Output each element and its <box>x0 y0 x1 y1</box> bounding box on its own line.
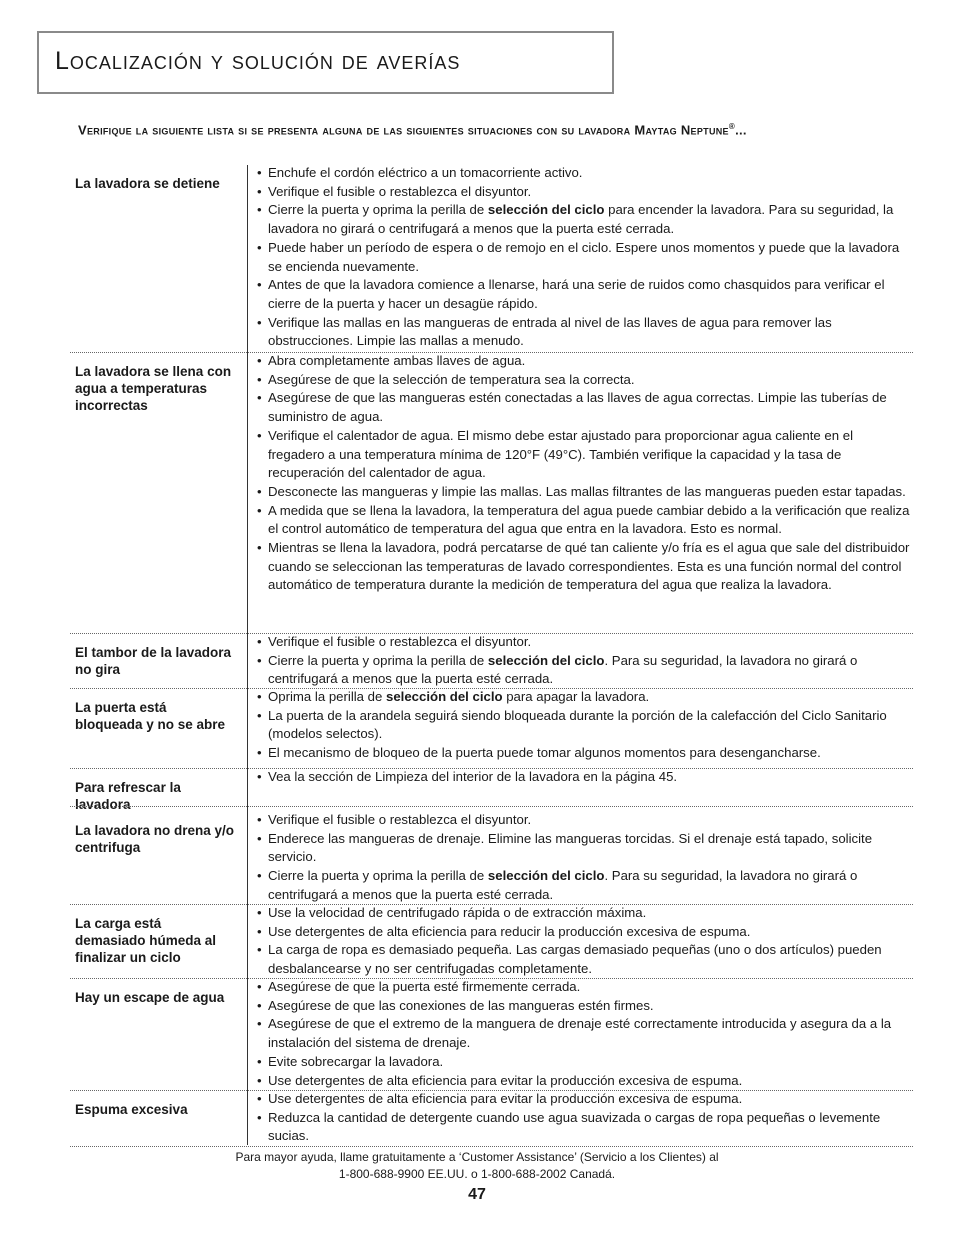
row-divider <box>70 978 913 979</box>
row-divider <box>70 904 913 905</box>
list-item <box>257 389 912 426</box>
list-item <box>257 652 912 689</box>
row-divider <box>70 1090 913 1091</box>
list-item <box>257 744 912 763</box>
item-text: La puerta de la arandela seguirá siendo bloqueada durante la porción de la calefacción del Ciclo Sanitario (modelos selectos). <box>268 707 887 742</box>
list-item <box>257 830 912 867</box>
list-item <box>257 1053 912 1072</box>
list-item <box>257 811 912 830</box>
problem-label: Para refrescar la lavadora <box>75 780 181 812</box>
intro-heading <box>78 117 888 140</box>
item-text: Enderece las mangueras de drenaje. Elimine las mangueras torcidas. Si el drenaje está tapado, solicite servicio. <box>268 830 873 865</box>
solution-list <box>257 164 912 351</box>
footer-line-2: 1-800-688-9900 EE.UU. o 1-800-688-2002 Canadá. <box>338 1167 616 1181</box>
problem-label: El tambor de la lavadora no gira <box>75 645 232 677</box>
item-text: Verifique el fusible o restablezca el disyuntor. <box>268 634 532 649</box>
item-text: Puede haber un período de espera o de remojo en el ciclo. Espere unos momentos y puede que la lavadora se encienda nuevamente. <box>268 239 900 274</box>
intro-ellipsis: ... <box>735 122 747 138</box>
item-text: para apagar la lavadora. <box>502 689 650 704</box>
list-item <box>257 539 912 595</box>
page-title: Localización y solución de averías <box>55 47 461 75</box>
list-item <box>257 1015 912 1052</box>
item-text: Asegúrese de que el extremo de la manguera de drenaje esté correctamente introducida y asegura da a la instalación del sistema de drenaje. <box>268 1016 892 1051</box>
item-text: La carga de ropa es demasiado pequeña. Las cargas demasiado pequeñas (uno o dos artículos) pueden desbalancearse y no ser centrifugadas completamente. <box>268 942 882 977</box>
item-text: Antes de que la lavadora comience a llenarse, hará una serie de ruidos como chasquidos para verificar el cierre de la puerta y hacer un desagüe rápido. <box>268 277 885 311</box>
solution-list <box>257 978 912 1090</box>
row-divider <box>70 352 913 353</box>
item-text: Asegúrese de que las conexiones de las mangueras estén firmes. <box>268 997 654 1013</box>
item-text: Vea la sección de Limpieza del interior de la lavadora en la página 45. <box>268 769 678 784</box>
item-text: Reduzca la cantidad de detergente cuando use agua suavizada o cargas de ropa pequeñas o levemente sucias. <box>268 1109 881 1144</box>
row-divider <box>70 806 913 807</box>
problem-label: La lavadora no drena y/o centrifuga <box>75 823 235 855</box>
item-text: Use detergentes de alta eficiencia para evitar la producción excesiva de espuma. <box>268 1072 743 1088</box>
list-item <box>257 688 912 707</box>
list-item <box>257 633 912 652</box>
item-text: Verifique el fusible o restablezca el disyuntor. <box>268 812 532 827</box>
list-item <box>257 923 912 942</box>
item-text: Mientras se llena la lavadora, podrá percatarse de qué tan caliente y/o fría es el agua que sale del distribuidor cuando se seleccionan las temperaturas de lavado correspondientes. Esta es una función normal del control automático de temperatura durante la medición de temperatura del agua que realiza la lavadora. <box>268 540 910 593</box>
solution-list <box>257 768 912 787</box>
list-item <box>257 1109 912 1146</box>
list-item <box>257 239 912 276</box>
item-text: Abra completamente ambas llaves de agua. <box>268 353 526 368</box>
item-text: Use detergentes de alta eficiencia para reducir la producción excesiva de espuma. <box>268 923 751 939</box>
row-divider <box>70 688 913 689</box>
list-item <box>257 502 912 539</box>
list-item <box>257 768 912 787</box>
page-number: 47 <box>468 1186 486 1203</box>
item-text: Cierre la puerta y oprima la perilla de <box>268 652 488 668</box>
intro-text: Verifique la siguiente lista si se presenta alguna de las siguientes situaciones con su lavadora Maytag Neptune <box>78 122 729 138</box>
item-text: . Para su seguridad, la lavadora no girará o centrifugará a menos que la puerta esté cerrada. <box>268 868 858 902</box>
row-divider <box>70 768 913 769</box>
problem-label: La lavadora se detiene <box>75 176 220 191</box>
list-item <box>257 352 912 371</box>
item-text: Cierre la puerta y oprima la perilla de <box>268 868 488 884</box>
problem-label: La puerta está bloqueada y no se abre <box>75 700 226 732</box>
column-divider <box>247 165 248 1145</box>
list-item <box>257 978 912 997</box>
problem-label: La carga está demasiado húmeda al finalizar un ciclo <box>75 916 217 965</box>
solution-list <box>257 811 912 905</box>
item-text: Verifique el calentador de agua. El mismo debe estar ajustado para proporcionar agua caliente en el fregadero a una temperatura mínima de 120°F (49°C). También verifique la capacidad y la tasa de recuperación del calentador de agua. <box>268 427 854 481</box>
list-item <box>257 314 912 351</box>
item-text: Verifique el fusible o restablezca el disyuntor. <box>268 183 532 199</box>
title-box <box>37 31 614 94</box>
item-text: Asegúrese de que la puerta esté firmemente cerrada. <box>268 979 581 994</box>
problem-label: Hay un escape de agua <box>75 990 225 1005</box>
item-text: Verifique las mallas en las mangueras de entrada al nivel de las llaves de agua para remover las obstrucciones. Limpie las mallas a menudo. <box>268 314 832 349</box>
solution-list <box>257 352 912 595</box>
item-text: Use detergentes de alta eficiencia para evitar la producción excesiva de espuma. <box>268 1091 743 1106</box>
list-item <box>257 997 912 1016</box>
list-item <box>257 183 912 202</box>
solution-list <box>257 1090 912 1146</box>
solution-list <box>257 688 912 763</box>
item-text: Enchufe el cordón eléctrico a un tomacorriente activo. <box>268 165 583 180</box>
list-item <box>257 707 912 744</box>
list-item <box>257 427 912 483</box>
emphasis-text: selección del ciclo <box>487 202 605 218</box>
registered-mark: ® <box>728 122 736 131</box>
row-divider <box>70 633 913 634</box>
emphasis-text: selección del ciclo <box>487 652 605 668</box>
item-text: Asegúrese de que las mangueras estén conectadas a las llaves de agua correctas. Limpie las tuberías de suministro de agua. <box>268 390 887 425</box>
problem-label: La lavadora se llena con agua a temperaturas incorrectas <box>75 364 232 413</box>
footer <box>0 1149 954 1183</box>
list-item <box>257 483 912 502</box>
footer-line-1: Para mayor ayuda, llame gratuitamente a ‘Customer Assistance’ (Servicio a los Clientes) al <box>235 1150 719 1164</box>
list-item <box>257 1072 912 1091</box>
list-item <box>257 1090 912 1109</box>
item-text: A medida que se llena la lavadora, la temperatura del agua puede cambiar debido a la verificación que realiza el control automático de temperatura del agua que entra en la lavadora. Esto es normal. <box>268 502 910 537</box>
item-text: El mecanismo de bloqueo de la puerta puede tomar algunos momentos para desengancharse. <box>268 745 821 761</box>
item-text: . Para su seguridad, la lavadora no girará o centrifugará a menos que la puerta esté cerrada. <box>268 652 858 687</box>
item-text: Desconecte las mangueras y limpie las mallas. Las mallas filtrantes de las mangueras pueden estar tapadas. <box>268 483 906 499</box>
item-text: Cierre la puerta y oprima la perilla de <box>268 202 488 218</box>
solution-list <box>257 904 912 979</box>
row-divider <box>70 1146 913 1147</box>
list-item <box>257 867 912 904</box>
item-text: Oprima la perilla de <box>268 689 387 704</box>
list-item <box>257 941 912 978</box>
problem-label: Espuma excesiva <box>75 1102 188 1117</box>
list-item <box>257 164 912 183</box>
item-text: Asegúrese de que la selección de temperatura sea la correcta. <box>268 371 635 387</box>
list-item <box>257 201 912 238</box>
item-text: Use la velocidad de centrifugado rápida o de extracción máxima. <box>268 905 647 920</box>
emphasis-text: selección del ciclo <box>386 689 503 704</box>
emphasis-text: selección del ciclo <box>487 868 605 884</box>
item-text: Evite sobrecargar la lavadora. <box>268 1053 444 1069</box>
list-item <box>257 276 912 313</box>
solution-list <box>257 633 912 689</box>
list-item <box>257 904 912 923</box>
item-text: para encender la lavadora. Para su seguridad, la lavadora no girará o centrifugará a menos que la puerta esté cerrada. <box>268 202 894 237</box>
list-item <box>257 371 912 390</box>
